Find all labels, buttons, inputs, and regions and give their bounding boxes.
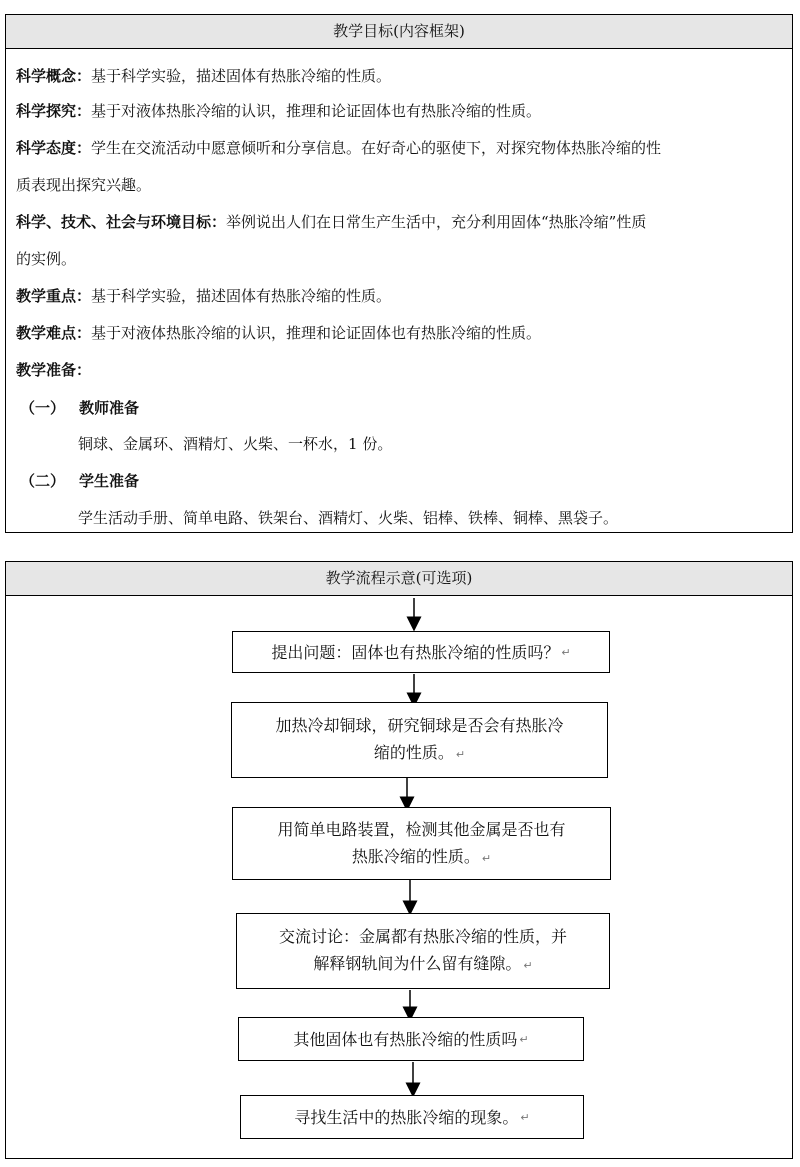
inquiry-text: 基于对液体热胀冷缩的认识，推理和论证固体也有热胀冷缩的性质。 bbox=[91, 102, 542, 120]
stse-row bbox=[16, 211, 646, 232]
flow-step-2-line-1: 加热冷却铜球，研究铜球是否会有热胀冷 bbox=[275, 716, 564, 735]
objectives-header: 教学目标(内容框架) bbox=[6, 15, 792, 49]
flow-header: 教学流程示意(可选项) bbox=[6, 562, 792, 596]
attitude-text-1: 学生在交流活动中愿意倾听和分享信息。在好奇心的驱使下，对探究物体热胀冷缩的性 bbox=[91, 139, 662, 157]
teacher-prep-items: 铜球、金属环、酒精灯、火柴、一杯水，1 份。 bbox=[78, 435, 393, 453]
flow-step-2 bbox=[231, 702, 608, 778]
concept-text: 基于科学实验，描述固体有热胀冷缩的性质。 bbox=[91, 67, 392, 85]
flow-step-6 bbox=[240, 1095, 584, 1139]
flow-step-5 bbox=[238, 1017, 584, 1061]
key-point-label: 教学重点： bbox=[16, 287, 92, 305]
flow-step-3 bbox=[232, 807, 611, 880]
difficulty-text: 基于对液体热胀冷缩的认识，推理和论证固体也有热胀冷缩的性质。 bbox=[91, 324, 542, 342]
return-mark: ↵ bbox=[519, 1032, 529, 1046]
key-point-text: 基于科学实验，描述固体有热胀冷缩的性质。 bbox=[91, 287, 392, 305]
flow-step-2-text bbox=[275, 712, 563, 768]
concept-label: 科学概念： bbox=[16, 67, 92, 85]
stse-label: 科学、技术、社会与环境目标： bbox=[16, 213, 227, 231]
inquiry-row bbox=[16, 100, 541, 121]
concept-row bbox=[16, 65, 391, 86]
prep-label: 教学准备： bbox=[16, 361, 92, 379]
flow-step-4-text bbox=[279, 923, 567, 979]
return-mark: ↵ bbox=[520, 1110, 530, 1124]
flow-step-4-line-1: 交流讨论：金属都有热胀冷缩的性质，并 bbox=[278, 927, 567, 946]
return-mark: ↵ bbox=[561, 645, 571, 659]
flow-step-1-text: 提出问题：固体也有热胀冷缩的性质吗？ bbox=[271, 642, 560, 662]
student-prep-label: 学生准备 bbox=[79, 472, 140, 490]
flow-step-4 bbox=[236, 913, 610, 989]
flow-step-3-line-2: 热胀冷缩的性质。 bbox=[351, 846, 480, 866]
teacher-prep-label: 教师准备 bbox=[79, 399, 140, 417]
return-mark: ↵ bbox=[455, 748, 466, 761]
difficulty-row bbox=[16, 322, 541, 343]
flow-step-1 bbox=[232, 631, 610, 673]
stse-text-2: 的实例。 bbox=[16, 250, 77, 268]
flow-step-4-line-2: 解释钢轨间为什么留有缝隙。 bbox=[313, 954, 522, 973]
student-prep-items: 学生活动手册、简单电路、铁架台、酒精灯、火柴、铝棒、铁棒、铜棒、黑袋子。 bbox=[78, 509, 619, 527]
attitude-text-2: 质表现出探究兴趣。 bbox=[16, 176, 152, 194]
flow-step-2-line-2: 缩的性质。 bbox=[373, 743, 454, 762]
teacher-prep-heading bbox=[20, 397, 139, 418]
objectives-panel bbox=[5, 14, 793, 533]
stse-text-1: 举例说出人们在日常生产生活中，充分利用固体“热胀冷缩”性质 bbox=[226, 213, 647, 231]
flow-step-3-line-1: 用简单电路装置，检测其他金属是否也有 bbox=[277, 819, 566, 839]
difficulty-label: 教学难点： bbox=[16, 324, 92, 342]
attitude-row bbox=[16, 137, 661, 158]
prep-heading bbox=[16, 359, 91, 380]
student-prep-heading bbox=[20, 470, 139, 491]
return-mark: ↵ bbox=[481, 851, 492, 865]
student-prep-number: （二） bbox=[20, 472, 66, 490]
teacher-prep-number: （一） bbox=[20, 399, 66, 417]
inquiry-label: 科学探究： bbox=[16, 102, 92, 120]
flow-step-5-text: 其他固体也有热胀冷缩的性质吗 bbox=[293, 1029, 518, 1049]
return-mark: ↵ bbox=[523, 959, 533, 972]
flow-step-3-text bbox=[277, 816, 565, 872]
key-point-row bbox=[16, 285, 391, 306]
flow-panel bbox=[5, 561, 793, 1159]
flow-step-6-text: 寻找生活中的热胀冷缩的现象。 bbox=[294, 1107, 519, 1127]
attitude-label: 科学态度： bbox=[16, 139, 92, 157]
